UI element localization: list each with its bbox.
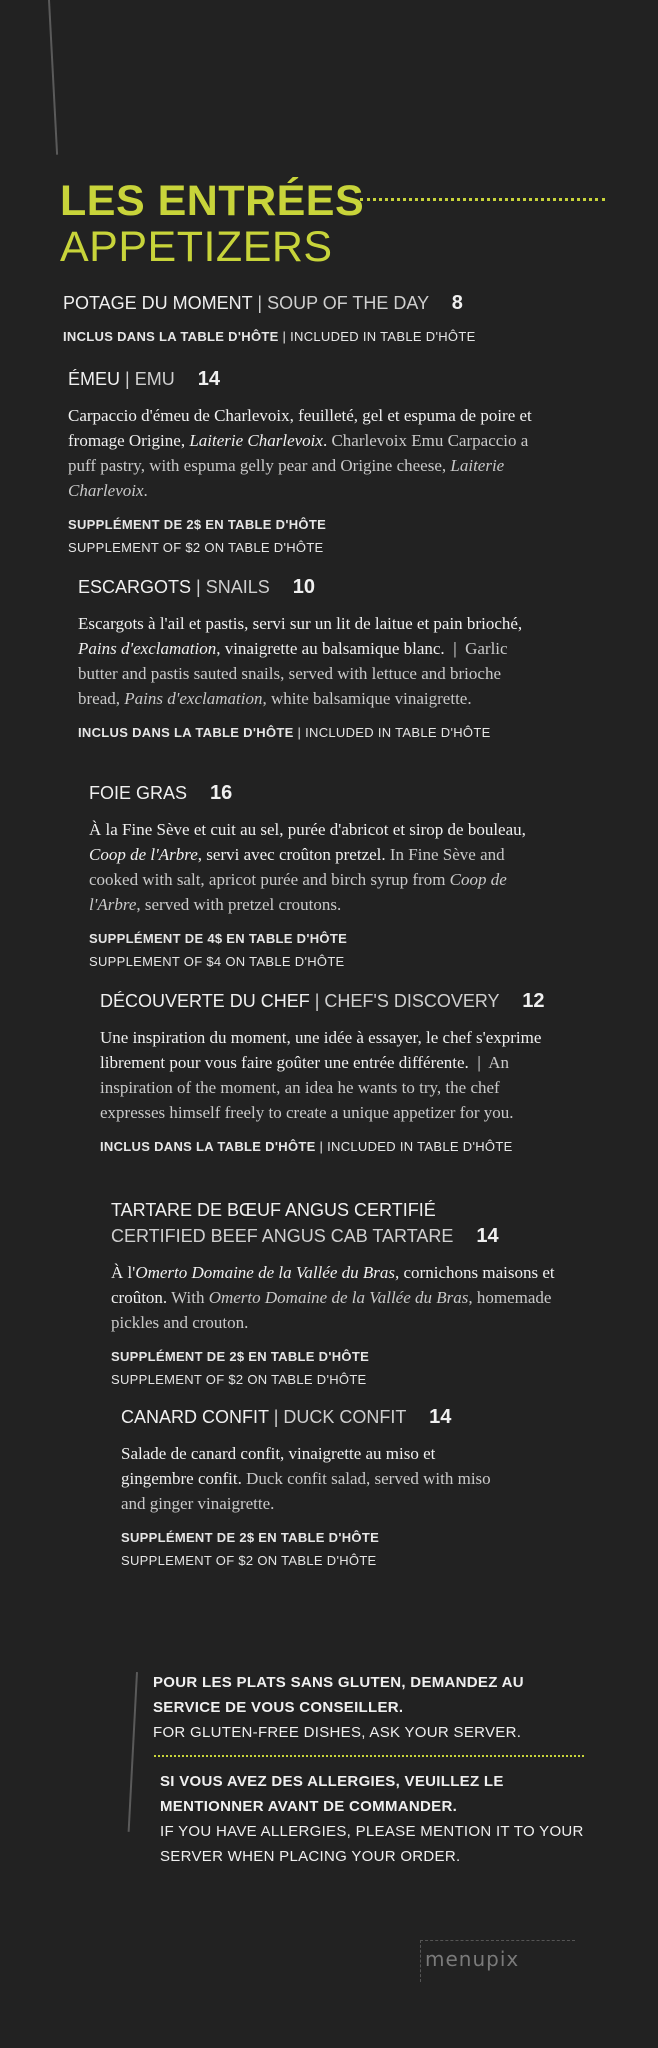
supplement-fr: SUPPLÉMENT DE 4$ EN TABLE D'HÔTE (89, 931, 348, 946)
desc-en-italic: Omerto Domaine de la Vallée du Bras (208, 1288, 469, 1307)
desc-en-end: , homemade pickles and crouton. (111, 1288, 552, 1332)
item-description (121, 1441, 501, 1516)
desc-fr-end: , servi avec croûton pretzel. (197, 845, 386, 864)
separator: | (314, 991, 320, 1011)
menu-item-duck-confit (121, 1406, 501, 1568)
table-dhote-note: INCLUS DANS LA TABLE D'HÔTE | INCLUDED IN TABLE D'HÔTE (100, 1139, 513, 1154)
item-name-fr: DÉCOUVERTE DU CHEF (100, 991, 310, 1011)
desc-fr: Salade de canard confit, vinaigrette au miso et gingembre confit. (121, 1444, 436, 1488)
desc-fr-end: , cornichons maisons et croûton. (111, 1263, 555, 1307)
supplement-note-fr (68, 517, 538, 532)
desc-en-italic: Coop de l'Arbre (89, 870, 507, 914)
item-heading (100, 990, 545, 1013)
item-heading (78, 576, 538, 599)
item-name-fr: CANARD CONFIT (121, 1407, 269, 1427)
supplement-note-en: SUPPLEMENT OF $2 ON TABLE D'HÔTE (68, 540, 324, 555)
desc-fr-end: , vinaigrette au balsamique blanc. (216, 639, 445, 658)
separator: | (257, 293, 263, 313)
supplement-fr: SUPPLÉMENT DE 2$ EN TABLE D'HÔTE (111, 1349, 370, 1364)
separator: | (125, 369, 130, 389)
desc-en-end: , served with pretzel croutons. (136, 895, 342, 914)
item-description (89, 817, 544, 917)
note-fr: INCLUS DANS LA TABLE D'HÔTE (100, 1139, 316, 1154)
desc-fr-italic: Omerto Domaine de la Vallée du Bras (135, 1263, 396, 1282)
separator: | (196, 577, 201, 597)
item-name-en: EMU (134, 369, 175, 389)
desc-fr: À la Fine Sève et cuit au sel, purée d'abricot et sirop de bouleau, (89, 820, 526, 839)
desc-en: An inspiration of the moment, an idea he wants to try, the chef expresses himself freely to create a unique appetizer for you. (100, 1053, 514, 1122)
item-price: 14 (429, 1406, 452, 1428)
item-heading (121, 1406, 501, 1429)
desc-en-italic: Laiterie Charlevoix (68, 456, 505, 500)
item-name-fr: FOIE GRAS (89, 783, 188, 803)
item-price: 8 (451, 292, 463, 314)
gluten-note-fr: POUR LES PLATS SANS GLUTEN, DEMANDEZ AU SERVICE DE VOUS CONSEILLER. (153, 1674, 524, 1716)
menupix-watermark: menupix (420, 1940, 575, 1982)
menu-item-tartare (111, 1200, 566, 1387)
menu-item-snails (78, 576, 538, 740)
dietary-notes (148, 1670, 588, 1869)
supplement-note-fr (111, 1349, 566, 1364)
desc-en: Charlevoix Emu Carpaccio a puff pastry, with espuma gelly pear and Origine cheese, (68, 431, 529, 475)
decorative-line-bottom (128, 1672, 138, 1832)
table-dhote-note: INCLUS DANS LA TABLE D'HÔTE | INCLUDED IN TABLE D'HÔTE (78, 725, 491, 740)
desc-fr: Carpaccio d'émeu de Charlevoix, feuilleté, gel et espuma de poire et fromage Origine, (68, 406, 532, 450)
note-en: INCLUDED IN TABLE D'HÔTE (327, 1139, 513, 1154)
item-description: Une inspiration du moment, une idée à essayer, le chef s'exprime librement pour vous faire goûter une entrée différente. | An inspiration of the moment, an idea he wants to try, the chef expresses himself freely to create a unique appetizer for you. (100, 1028, 542, 1122)
note-en: INCLUDED IN TABLE D'HÔTE (305, 725, 491, 740)
item-name-en: CHEF'S DISCOVERY (324, 991, 500, 1011)
item-name-en: DUCK CONFIT (283, 1407, 407, 1427)
desc-fr: À l' (111, 1263, 136, 1282)
desc-en: With (171, 1288, 209, 1307)
desc-fr: Une inspiration du moment, une idée à essayer, le chef s'exprime librement pour vous faire goûter une entrée différente. (100, 1028, 542, 1072)
notes-dotted-rule (154, 1755, 584, 1757)
item-name-fr: POTAGE DU MOMENT (63, 293, 253, 313)
supplement-note-en: SUPPLEMENT OF $2 ON TABLE D'HÔTE (111, 1372, 367, 1387)
allergy-note-en: IF YOU HAVE ALLERGIES, PLEASE MENTION IT TO YOUR SERVER WHEN PLACING YOUR ORDER. (160, 1823, 584, 1865)
note-fr: INCLUS DANS LA TABLE D'HÔTE (78, 725, 294, 740)
desc-en-end: , white balsamique vinaigrette. (262, 689, 472, 708)
desc-en: Duck confit salad, served with miso and ginger vinaigrette. (121, 1469, 491, 1513)
item-heading (68, 368, 538, 391)
desc-fr-italic: Pains d'exclamation (78, 639, 217, 658)
item-name-en: CERTIFIED BEEF ANGUS CAB TARTARE (111, 1226, 454, 1246)
item-name-fr: ESCARGOTS (78, 577, 192, 597)
item-name-fr: TARTARE DE BŒUF ANGUS CERTIFIÉ (111, 1200, 436, 1220)
menu-item-emu (68, 368, 538, 555)
desc-en-end: . (143, 481, 148, 500)
item-price: 14 (197, 368, 220, 390)
gluten-note-en: FOR GLUTEN-FREE DISHES, ASK YOUR SERVER. (153, 1724, 522, 1741)
item-heading (89, 782, 544, 805)
item-price: 14 (476, 1225, 499, 1247)
note-en: INCLUDED IN TABLE D'HÔTE (290, 329, 476, 344)
table-dhote-note: INCLUS DANS LA TABLE D'HÔTE | INCLUDED IN TABLE D'HÔTE (63, 329, 476, 344)
menu-item-soup (63, 292, 603, 344)
desc-en: In Fine Sève and cooked with salt, apricot purée and birch syrup from (89, 845, 505, 889)
desc-fr-end: . (322, 431, 328, 450)
gluten-note (148, 1670, 588, 1745)
item-name-en: SNAILS (205, 577, 270, 597)
desc-fr: Escargots à l'ail et pastis, servi sur un lit de laitue et pain brioché, (78, 614, 523, 633)
supplement-note-fr (121, 1530, 501, 1545)
item-name-en: SOUP OF THE DAY (267, 293, 429, 313)
menu-item-chefs-discovery (100, 990, 545, 1154)
item-description (111, 1260, 566, 1335)
supplement-note-en: SUPPLEMENT OF $4 ON TABLE D'HÔTE (89, 954, 345, 969)
item-price: 10 (292, 576, 316, 598)
item-price: 12 (522, 990, 545, 1012)
allergy-note (148, 1769, 588, 1869)
desc-fr-italic: Laiterie Charlevoix (189, 431, 323, 450)
supplement-note-fr (89, 931, 544, 946)
supplement-fr: SUPPLÉMENT DE 2$ EN TABLE D'HÔTE (68, 517, 327, 532)
item-heading (63, 292, 603, 315)
desc-en: Garlic butter and pastis sauted snails, served with lettuce and brioche bread, (78, 639, 508, 708)
desc-fr-italic: Coop de l'Arbre (89, 845, 198, 864)
section-heading (60, 178, 364, 270)
heading-english: APPETIZERS (60, 223, 333, 271)
decorative-line-top (48, 0, 58, 155)
note-fr: INCLUS DANS LA TABLE D'HÔTE (63, 329, 279, 344)
separator: | (273, 1407, 279, 1427)
heading-dotted-rule (360, 198, 605, 201)
supplement-fr: SUPPLÉMENT DE 2$ EN TABLE D'HÔTE (121, 1530, 380, 1545)
item-description (68, 403, 538, 503)
menu-item-foie-gras (89, 782, 544, 969)
item-description: Escargots à l'ail et pastis, servi sur un lit de laitue et pain brioché, Pains d'exclamation, vinaigrette au balsamique blanc. | Garlic butter and pastis sauted snails, served with lettuce and brioche bread, Pains d'exclamation, white balsamique vinaigrette. (78, 614, 523, 708)
heading-french: LES ENTRÉES (60, 177, 365, 225)
item-price: 16 (210, 782, 233, 804)
item-heading (111, 1200, 566, 1248)
desc-en-italic: Pains d'exclamation (124, 689, 263, 708)
allergy-note-fr: SI VOUS AVEZ DES ALLERGIES, VEUILLEZ LE MENTIONNER AVANT DE COMMANDER. (160, 1773, 504, 1815)
item-name-fr: ÉMEU (68, 369, 121, 389)
supplement-note-en: SUPPLEMENT OF $2 ON TABLE D'HÔTE (121, 1553, 377, 1568)
